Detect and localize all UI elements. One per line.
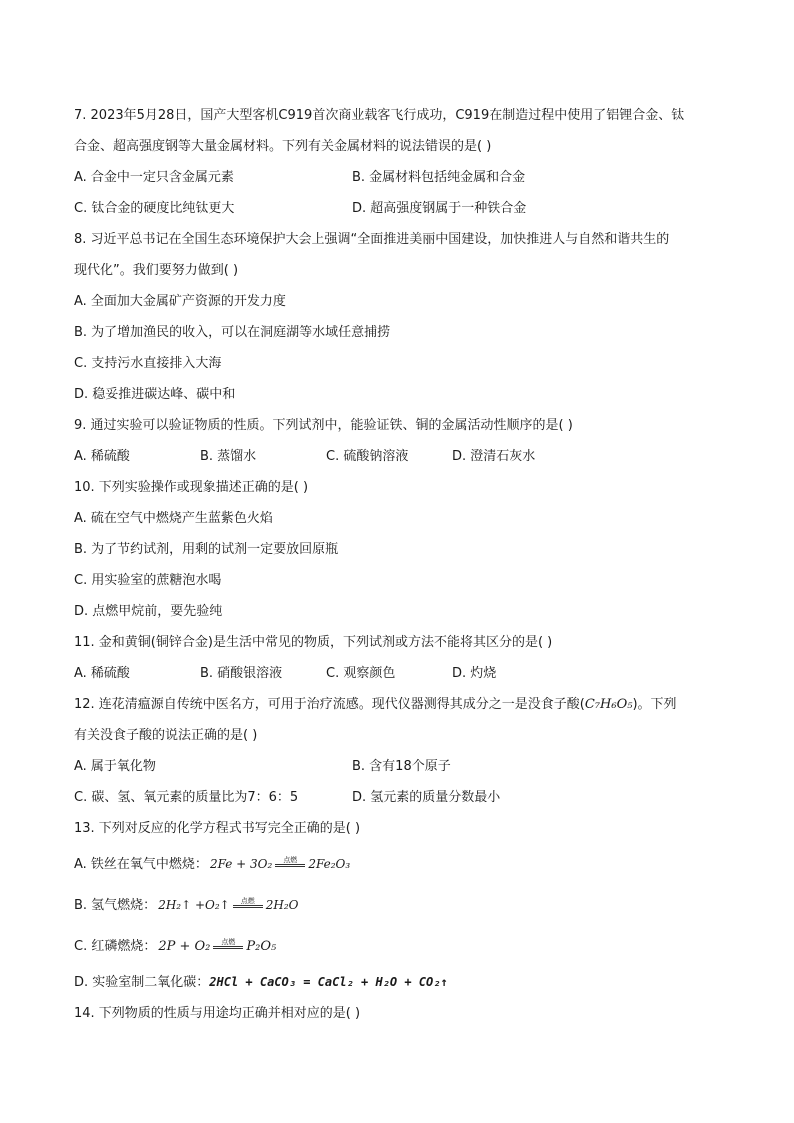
question-11-option-d: D. 灼烧	[452, 666, 497, 681]
question-8	[74, 224, 718, 410]
equation-c-condition	[213, 938, 243, 949]
question-11	[74, 627, 718, 689]
equation-b-equals-bar	[233, 905, 263, 908]
question-7-option-d: D. 超高强度钢属于一种铁合金	[352, 201, 527, 216]
question-12-option-d: D. 氢元素的质量分数最小	[352, 790, 501, 805]
question-9-option-a: A. 稀硫酸	[74, 449, 130, 464]
equation-b-condition	[233, 897, 263, 908]
question-9-stem: 9. 通过实验可以验证物质的性质。下列试剂中，能验证铁、铜的金属活动性顺序的是( )	[74, 418, 573, 433]
equation-d: 2HCl + CaCO₃ = CaCl₂ + H₂O + CO₂↑	[209, 975, 448, 989]
question-7-stem-line-1: 7. 2023年5月28日，国产大型客机C919首次商业载客飞行成功，C919在制造过程中使用了铝锂合金、钛	[74, 108, 685, 123]
question-9	[74, 410, 718, 472]
equation-c-products: P₂O₅	[246, 939, 277, 954]
question-10-option-a: A. 硫在空气中燃烧产生蓝紫色火焰	[74, 511, 273, 526]
question-8-option-b: B. 为了增加渔民的收入，可以在洞庭湖等水域任意捕捞	[74, 325, 391, 340]
question-12-option-c: C. 碳、氢、氧元素的质量比为7：6：5	[74, 790, 299, 805]
question-12-stem-post: )。下列	[632, 697, 677, 712]
equation-b-products: 2H₂O	[265, 898, 299, 912]
question-8-stem-line-2: 现代化”。我们要努力做到( )	[74, 263, 239, 278]
equation-c	[158, 926, 276, 967]
equation-a-reactants: 2Fe + 3O₂	[209, 857, 273, 871]
question-11-option-c: C. 观察颜色	[326, 666, 396, 681]
gallic-acid-formula: C₇H₆O₅	[584, 697, 633, 712]
question-12-stem-line-2: 有关没食子酸的说法正确的是( )	[74, 728, 258, 743]
question-8-option-c: C. 支持污水直接排入大海	[74, 356, 222, 371]
equation-c-reactants: 2P + O₂	[158, 939, 211, 954]
equation-b-reactants: 2H₂↑ +O₂↑	[158, 898, 230, 912]
question-12-stem-line-1	[74, 689, 718, 720]
question-13-option-b-label: B. 氢气燃烧：	[74, 898, 157, 913]
question-13-option-b	[74, 885, 718, 926]
question-12	[74, 689, 718, 813]
question-12-stem-pre: 12. 连花清瘟源自传统中医名方，可用于治疗流感。现代仪器测得其成分之一是没食子酸(	[74, 697, 585, 712]
question-7	[74, 100, 718, 224]
question-7-stem-line-2: 合金、超高强度钢等大量金属材料。下列有关金属材料的说法错误的是( )	[74, 139, 492, 154]
question-13-option-c	[74, 926, 718, 967]
equation-a-equals-bar	[275, 864, 305, 867]
equation-a	[210, 844, 350, 885]
question-14	[74, 998, 718, 1029]
question-9-option-b: B. 蒸馏水	[200, 449, 257, 464]
question-12-option-a: A. 属于氧化物	[74, 759, 156, 774]
question-11-option-a: A. 稀硫酸	[74, 666, 130, 681]
question-14-stem: 14. 下列物质的性质与用途均正确并相对应的是( )	[74, 1006, 361, 1021]
question-8-stem-line-1: 8. 习近平总书记在全国生态环境保护大会上强调“全面推进美丽中国建设，加快推进人与自然和谐共生的	[74, 232, 670, 247]
question-10	[74, 472, 718, 627]
question-10-option-b: B. 为了节约试剂，用剩的试剂一定要放回原瓶	[74, 542, 339, 557]
question-10-option-c: C. 用实验室的蔗糖泡水喝	[74, 573, 222, 588]
equation-a-condition	[275, 856, 305, 867]
question-13-option-d-label: D. 实验室制二氧化碳：	[74, 975, 210, 990]
question-13-option-a-label: A. 铁丝在氧气中燃烧：	[74, 857, 208, 872]
question-10-stem: 10. 下列实验操作或现象描述正确的是( )	[74, 480, 309, 495]
question-10-option-d: D. 点燃甲烷前，要先验纯	[74, 604, 223, 619]
question-11-option-b: B. 硝酸银溶液	[200, 666, 283, 681]
equation-c-condition-text: 点燃	[221, 938, 236, 946]
equation-b-condition-text: 点燃	[240, 897, 255, 905]
question-11-stem: 11. 金和黄铜(铜锌合金)是生活中常见的物质，下列试剂或方法不能将其区分的是( )	[74, 635, 553, 650]
question-9-option-c: C. 硫酸钠溶液	[326, 449, 409, 464]
question-13-option-d	[74, 967, 718, 998]
equation-c-equals-bar	[213, 946, 243, 949]
question-7-option-b: B. 金属材料包括纯金属和合金	[352, 170, 526, 185]
question-7-option-a: A. 合金中一定只含金属元素	[74, 170, 234, 185]
question-13-stem: 13. 下列对反应的化学方程式书写完全正确的是( )	[74, 821, 361, 836]
equation-a-products: 2Fe₂O₃	[308, 857, 351, 871]
question-13-option-a	[74, 844, 718, 885]
equation-a-condition-text: 点燃	[283, 856, 298, 864]
equation-b	[158, 885, 298, 926]
question-8-option-d: D. 稳妥推进碳达峰、碳中和	[74, 387, 236, 402]
question-13-option-c-label: C. 红磷燃烧：	[74, 939, 157, 954]
question-7-option-c: C. 钛合金的硬度比纯钛更大	[74, 201, 235, 216]
question-8-option-a: A. 全面加大金属矿产资源的开发力度	[74, 294, 286, 309]
question-9-option-d: D. 澄清石灰水	[452, 449, 536, 464]
question-13	[74, 813, 718, 998]
question-12-option-b: B. 含有18个原子	[352, 759, 451, 774]
